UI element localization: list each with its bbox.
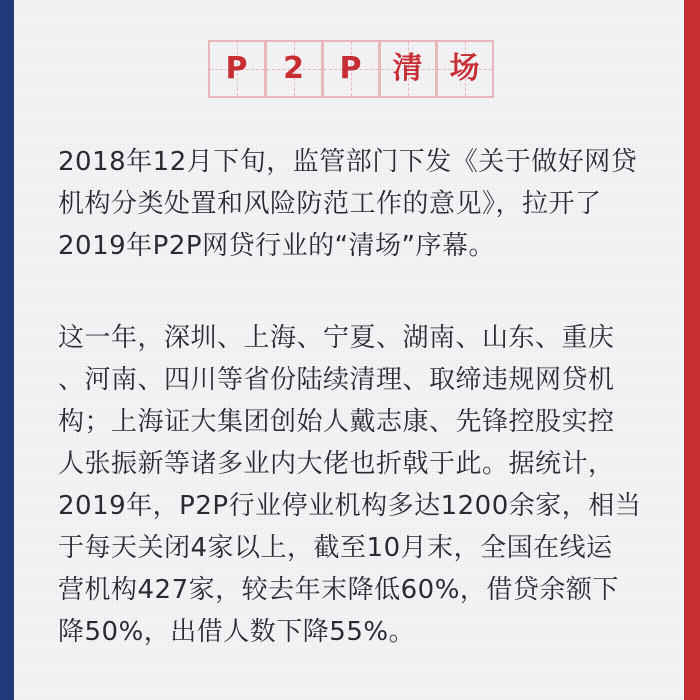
title-cell [265,40,323,98]
paragraph-line: 2018年12月下旬，监管部门下发《关于做好网贷 [58,147,638,177]
paragraph-line: 人张振新等诸多业内大佬也折戟于此。据统计， [58,449,615,479]
left-blue-band [0,0,14,700]
paragraph-line: 机构分类处置和风险防范工作的意见》，拉开了 [58,189,602,219]
paragraph-line: 构；上海证大集团创始人戴志康、先锋控股实控 [58,407,615,437]
paragraph-line: 这一年，深圳、上海、宁夏、湖南、山东、重庆 [58,323,615,353]
paragraph-line: 2019年P2P网贷行业的“清场”序幕。 [58,231,496,261]
title-cell [208,40,266,98]
paragraph-line: 降50%，出借人数下降55%。 [58,617,416,647]
title-char: 2 [283,51,304,86]
title-char: P [339,51,362,86]
paragraph-line: 2019年，P2P行业停业机构多达1200余家，相当 [58,491,642,521]
right-red-band [684,0,700,700]
title-cell [379,40,437,98]
title-char: 场 [449,51,480,86]
paragraph-details [58,317,648,653]
title-char: P [225,51,248,86]
paragraph-intro [58,141,648,267]
paragraph-line: 于每天关闭4家以上，截至10月末，全国在线运 [58,533,613,563]
title-char: 清 [392,51,423,86]
paragraph-line: 、河南、四川等省份陆续清理、取缔违规网贷机 [58,365,615,395]
paragraph-line: 营机构427家，较去年末降低60%，借贷余额下 [58,575,619,605]
title [0,40,700,98]
title-cell [436,40,494,98]
title-cell [322,40,380,98]
